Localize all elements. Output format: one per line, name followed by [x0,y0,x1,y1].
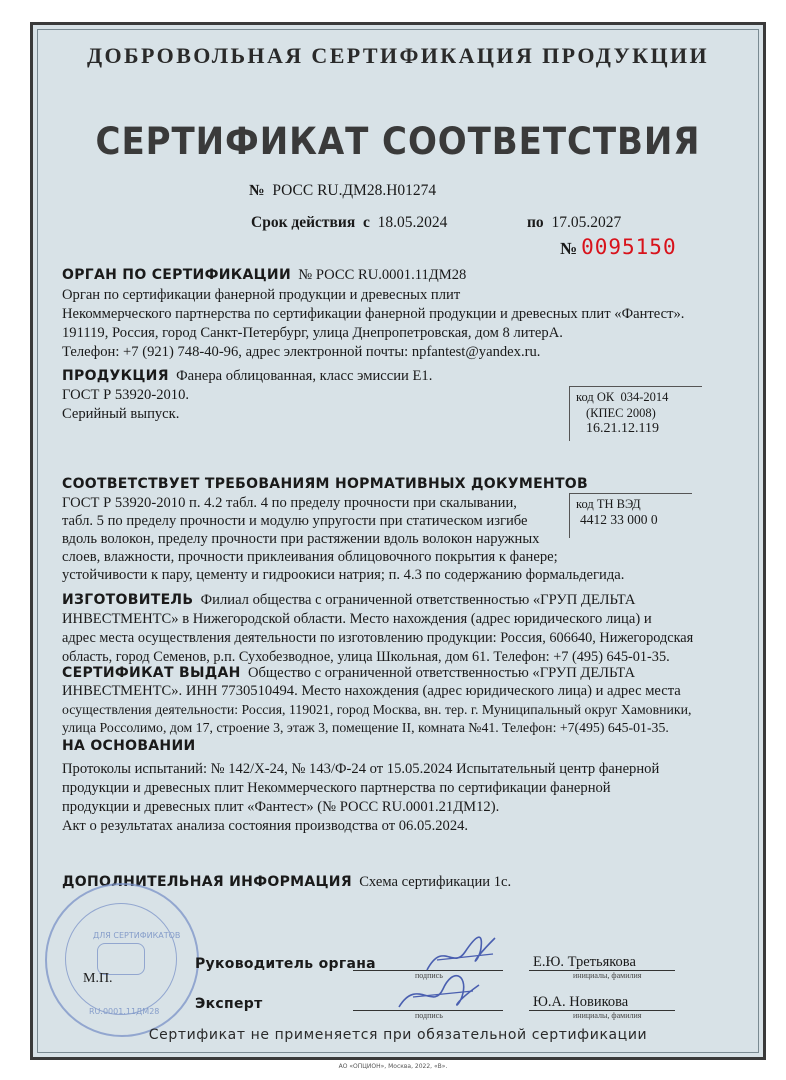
manufacturer-line: область, город Семенов, р.п. Сухобезводное, улица Школьная, дом 61. Телефон: +7 (495) 645-01-35. [62,649,670,665]
organ-seal: ДЛЯ СЕРТИФИКАТОВ RU.0001.11ДМ28 [45,883,199,1037]
additional-info: ДОПОЛНИТЕЛЬНАЯ ИНФОРМАЦИЯ Схема сертификации 1с. [62,874,512,890]
organ-line: Некоммерческого партнерства по сертификации фанерной продукции и древесных плит «Фантест». [62,306,685,322]
expert-name-caption: инициалы, фамилия [573,1011,642,1020]
okpd-code-box: код ОК 034-2014 (КПЕС 2008) 16.21.12.119 [569,386,702,441]
expert-name: Ю.А. Новикова [533,994,629,1010]
basis-heading: НА ОСНОВАНИИ [62,738,196,754]
footer-note: Сертификат не применяется при обязательной сертификации [148,1027,648,1043]
issued-line: улица Россолимо, дом 17, строение 3, этаж 3, помещение II, комната №41. Телефон: +7(495) 645-01-35. [62,720,669,735]
requirements-heading: СООТВЕТСТВУЕТ ТРЕБОВАНИЯМ НОРМАТИВНЫХ ДОКУМЕНТОВ [62,476,588,492]
head-label: Руководитель органа [195,956,376,972]
certificate-number: № РОСС RU.ДМ28.Н01274 [249,182,437,199]
basis-line: продукции и древесных плит «Фантест» (№ РОСС RU.0001.21ДМ12). [62,799,500,815]
head-signature [423,930,503,976]
organ-line: Телефон: +7 (921) 748-40-96, адрес электронной почты: npfantest@yandex.ru. [62,344,541,360]
organ-line: 191119, Россия, город Санкт-Петербург, улица Днепропетровская, дом 8 литерА. [62,325,563,341]
basis-line: Акт о результатах анализа состояния производства от 06.05.2024. [62,818,469,834]
expert-sig-caption: подпись [415,1011,443,1020]
product-line: ГОСТ Р 53920-2010. [62,387,190,403]
printer-note: АО «ОПЦИОН», Москва, 2022, «В». [338,1063,448,1070]
issued-line: осуществления деятельности: Россия, 119021, город Москва, вн. тер. г. Муниципальный округ Хамовники, [62,702,692,717]
organ-line: Орган по сертификации фанерной продукции и древесных плит [62,287,461,303]
requirements-line: устойчивости к пару, цементу и гидроокиси натрия; п. 4.3 по содержанию формальдегида. [62,567,625,583]
header-title: ДОБРОВОЛЬНАЯ СЕРТИФИКАЦИЯ ПРОДУКЦИИ [86,43,710,68]
validity-to: по 17.05.2027 [527,214,622,231]
expert-signature [393,971,483,1015]
issued-line: ИНВЕСТМЕНТС». ИНН 7730510494. Место нахождения (адрес юридического лица) и адрес места [62,683,681,699]
mp-label: М.П. [83,971,113,986]
serial-number: № 0095150 [560,235,677,259]
expert-label: Эксперт [195,996,263,1012]
issued-heading: СЕРТИФИКАТ ВЫДАН Общество с ограниченной ответственностью «ГРУП ДЕЛЬТА [62,665,635,681]
manufacturer-heading: ИЗГОТОВИТЕЛЬ Филиал общества с ограниченной ответственностью «ГРУП ДЕЛЬТА [62,592,636,608]
product-line: Серийный выпуск. [62,406,180,422]
head-name-caption: инициалы, фамилия [573,971,642,980]
certificate-title: СЕРТИФИКАТ СООТВЕТСТВИЯ [95,120,701,163]
manufacturer-line: адрес места осуществления деятельности по изготовлению продукции: Россия, 606640, Нижегородская [62,630,694,646]
certificate-sheet [30,22,766,1060]
head-sig-caption: подпись [415,971,443,980]
product-heading: ПРОДУКЦИЯ Фанера облицованная, класс эмиссии Е1. [62,368,433,384]
tnved-code-box: код ТН ВЭД 4412 33 000 0 [569,493,692,538]
head-name: Е.Ю. Третьякова [533,954,636,970]
requirements-line: слоев, влажности, прочности приклеивания облицовочного покрытия к фанере; [62,549,558,565]
basis-line: Протоколы испытаний: № 142/Х-24, № 143/Ф-24 от 15.05.2024 Испытательный центр фанерной [62,761,660,777]
basis-line: продукции и древесных плит Некоммерческого партнерства по сертификации фанерной [62,780,611,796]
requirements-line: вдоль волокон, пределу прочности при растяжении вдоль волокон наружных [62,531,540,547]
organ-heading: ОРГАН ПО СЕРТИФИКАЦИИ № РОСС RU.0001.11ДМ28 [62,267,467,283]
requirements-line: ГОСТ Р 53920-2010 п. 4.2 табл. 4 по пределу прочности при скалывании, [62,495,517,511]
validity-row: Срок действия с 18.05.2024 [251,214,448,231]
manufacturer-line: ИНВЕСТМЕНТС» в Нижегородской области. Место нахождения (адрес юридического лица) и [62,611,652,627]
requirements-line: табл. 5 по пределу прочности и модулю упругости при статическом изгибе [62,513,528,529]
